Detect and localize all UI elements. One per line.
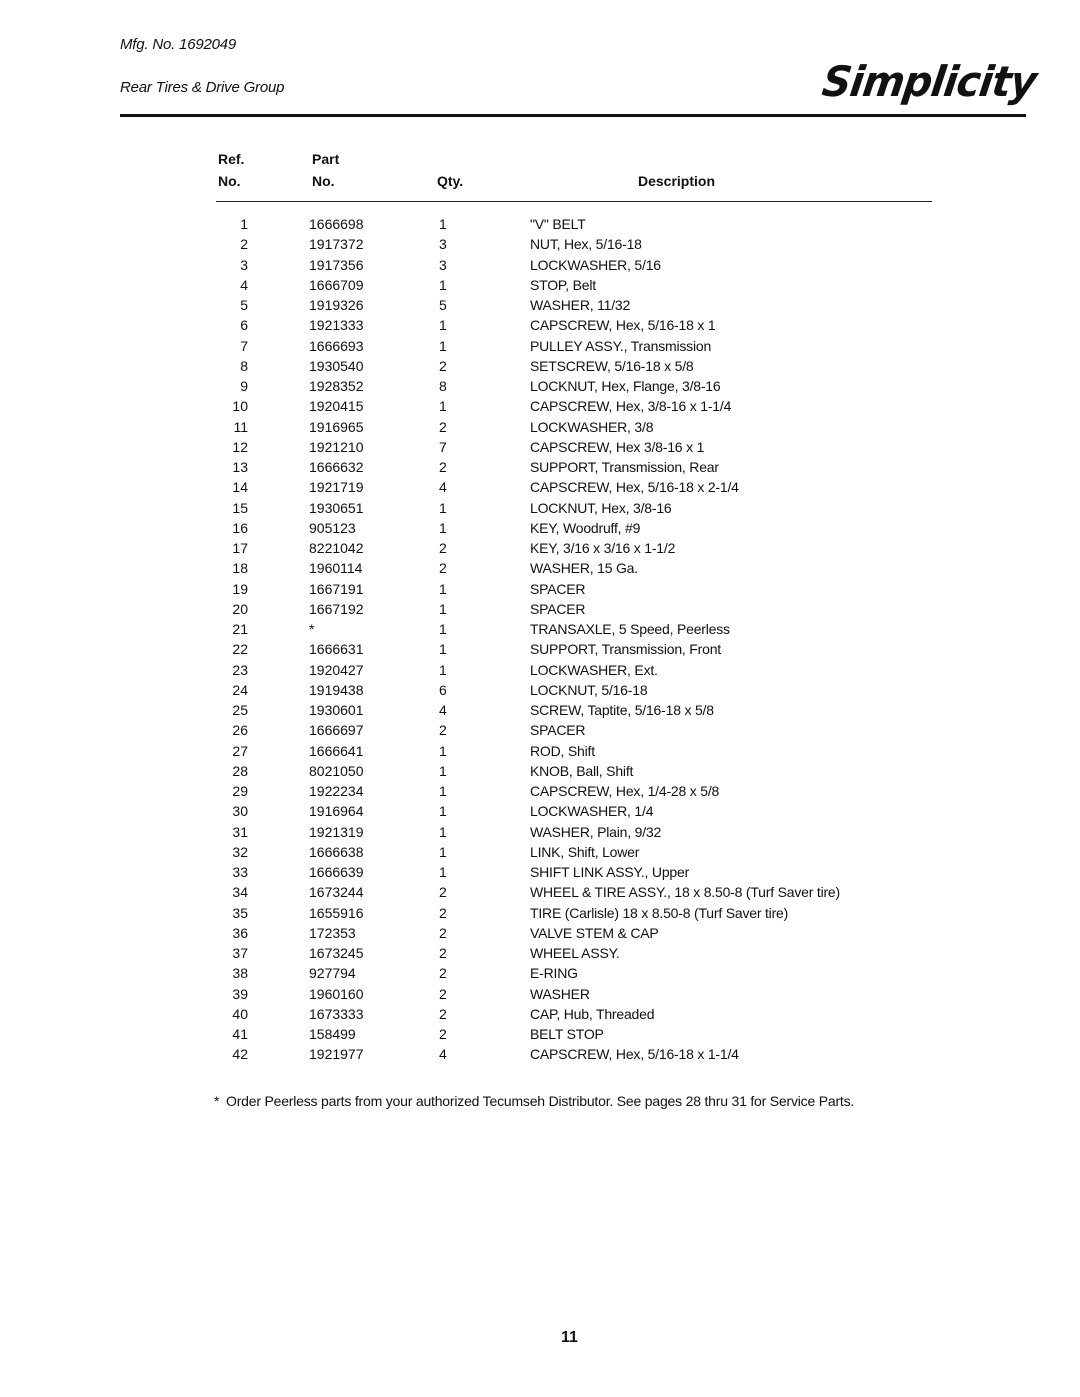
ref-cell: 5 [240, 297, 248, 313]
table-row [0, 417, 1080, 437]
ref-cell: 4 [240, 276, 248, 293]
table-row [0, 882, 1080, 902]
table-row [0, 315, 1080, 335]
part-number-cell: 1666638 [309, 843, 364, 860]
description-cell: LINK, Shift, Lower [530, 843, 640, 860]
ref-cell: 32 [232, 843, 248, 860]
qty-cell: 5 [439, 297, 447, 313]
description-cell: WHEEL ASSY. [530, 945, 620, 961]
part-number-cell: 1928352 [309, 378, 364, 394]
ref-cell: 11 [233, 418, 248, 435]
ref-cell: 34 [232, 884, 248, 901]
qty-cell: 2 [439, 884, 447, 901]
description-cell: SHIFT LINK ASSY., Upper [530, 864, 690, 880]
part-number-cell: 1930540 [309, 357, 364, 374]
qty-cell: 1 [439, 864, 447, 880]
ref-cell: 29 [232, 783, 248, 799]
part-number-cell: 1917356 [309, 256, 364, 273]
part-number-cell: 1921210 [309, 438, 364, 455]
table-row [0, 741, 1080, 761]
description-cell: STOP, Belt [530, 276, 596, 293]
qty-cell: 1 [439, 762, 447, 779]
part-number-cell: 1666709 [309, 276, 364, 293]
part-number-cell: 1916964 [309, 803, 364, 820]
ref-cell: 40 [232, 1005, 248, 1022]
part-number-cell: 927794 [309, 965, 356, 982]
part-number-cell: 158499 [309, 1026, 356, 1042]
ref-cell: 3 [240, 256, 248, 273]
part-number-cell: 1921333 [309, 317, 364, 334]
table-row [0, 1044, 1080, 1064]
mfg-number: Mfg. No. 1692049 [120, 36, 237, 53]
qty-cell: 1 [439, 742, 447, 759]
qty-cell: 1 [439, 337, 447, 354]
qty-cell: 2 [439, 357, 447, 374]
qty-cell: 1 [439, 398, 447, 415]
footnote-marker: * [214, 1093, 220, 1109]
part-number-cell: * [309, 621, 315, 637]
ref-cell: 23 [232, 661, 248, 678]
part-number-cell: 905123 [309, 519, 356, 536]
table-row [0, 680, 1080, 700]
table-row [0, 437, 1080, 457]
qty-cell: 4 [439, 702, 447, 718]
table-row [0, 801, 1080, 821]
table-row [0, 558, 1080, 578]
table-row [0, 477, 1080, 497]
table-row [0, 842, 1080, 862]
table-row [0, 781, 1080, 801]
table-row [0, 457, 1080, 477]
column-header-description: Description [638, 173, 716, 189]
ref-cell: 27 [232, 742, 248, 759]
part-number-cell: 1921719 [309, 479, 364, 496]
description-cell: KEY, Woodruff, #9 [530, 519, 641, 536]
part-number-cell: 1673333 [309, 1005, 364, 1022]
table-row [0, 579, 1080, 599]
part-number-cell: 1917372 [309, 236, 364, 253]
ref-cell: 24 [232, 681, 248, 698]
description-cell: CAPSCREW, Hex, 5/16-18 x 1-1/4 [530, 1046, 739, 1063]
qty-cell: 1 [439, 580, 447, 597]
qty-cell: 2 [439, 722, 447, 739]
ref-cell: 14 [232, 479, 248, 496]
ref-cell: 25 [232, 702, 248, 718]
ref-cell: 35 [232, 904, 248, 921]
ref-cell: 1 [240, 216, 248, 232]
part-number-cell: 1667192 [309, 600, 364, 617]
qty-cell: 1 [439, 317, 447, 334]
ref-cell: 33 [232, 864, 248, 880]
part-number-cell: 1666641 [309, 742, 364, 759]
table-row [0, 619, 1080, 639]
description-cell: CAPSCREW, Hex, 3/8-16 x 1-1/4 [530, 398, 732, 415]
table-row [0, 700, 1080, 720]
ref-cell: 9 [240, 378, 248, 394]
ref-cell: 38 [232, 965, 248, 982]
part-number-cell: 1960114 [309, 560, 363, 577]
part-number-cell: 1673245 [309, 945, 364, 961]
description-cell: LOCKWASHER, Ext. [530, 661, 658, 678]
table-row [0, 1004, 1080, 1024]
qty-cell: 6 [439, 681, 447, 698]
part-number-cell: 1919326 [309, 297, 364, 313]
ref-cell: 18 [232, 560, 248, 577]
ref-cell: 16 [232, 519, 248, 536]
description-cell: CAPSCREW, Hex, 5/16-18 x 1 [530, 317, 716, 334]
qty-cell: 1 [439, 519, 447, 536]
description-cell: WASHER [530, 985, 590, 1002]
table-row [0, 376, 1080, 396]
description-cell: VALVE STEM & CAP [530, 924, 659, 941]
table-row [0, 214, 1080, 234]
ref-cell: 15 [232, 499, 248, 516]
table-row [0, 862, 1080, 882]
ref-cell: 37 [232, 945, 248, 961]
part-number-cell: 1921319 [309, 823, 364, 840]
qty-cell: 2 [439, 924, 447, 941]
part-number-cell: 1920415 [309, 398, 364, 415]
part-number-cell: 1666639 [309, 864, 364, 880]
ref-cell: 28 [232, 762, 248, 779]
description-cell: NUT, Hex, 5/16-18 [530, 236, 642, 253]
qty-cell: 2 [439, 965, 447, 982]
table-row [0, 660, 1080, 680]
ref-cell: 22 [232, 641, 248, 658]
description-cell: LOCKNUT, 5/16-18 [530, 681, 648, 698]
qty-cell: 7 [439, 438, 447, 455]
part-number-cell: 8021050 [309, 762, 364, 779]
column-header-part [312, 148, 339, 192]
description-cell: CAPSCREW, Hex, 1/4-28 x 5/8 [530, 783, 720, 799]
description-cell: CAP, Hub, Threaded [530, 1005, 655, 1022]
ref-cell: 7 [240, 337, 248, 354]
column-header-part-line2: No. [312, 173, 335, 189]
description-cell: WASHER, 11/32 [530, 297, 631, 313]
part-number-cell: 172353 [309, 924, 356, 941]
part-number-cell: 1916965 [309, 418, 364, 435]
qty-cell: 1 [439, 783, 447, 799]
qty-cell: 2 [439, 1005, 447, 1022]
column-header-ref [218, 148, 244, 192]
description-cell: KNOB, Ball, Shift [530, 762, 634, 779]
ref-cell: 8 [240, 357, 248, 374]
part-number-cell: 1655916 [309, 904, 364, 921]
section-title: Rear Tires & Drive Group [120, 79, 285, 96]
table-row [0, 396, 1080, 416]
ref-cell: 36 [232, 924, 248, 941]
table-row [0, 336, 1080, 356]
table-row [0, 356, 1080, 376]
description-cell: ROD, Shift [530, 742, 595, 759]
table-header-divider [216, 201, 932, 202]
ref-cell: 26 [232, 722, 248, 739]
description-cell: CAPSCREW, Hex, 5/16-18 x 2-1/4 [530, 479, 739, 496]
table-row [0, 822, 1080, 842]
table-row [0, 498, 1080, 518]
part-number-cell: 1666632 [309, 459, 364, 475]
page-number: 11 [561, 1329, 578, 1346]
description-cell: SPACER [530, 600, 586, 617]
description-cell: BELT STOP [530, 1026, 604, 1042]
ref-cell: 12 [232, 438, 248, 455]
qty-cell: 1 [439, 803, 447, 820]
description-cell: TRANSAXLE, 5 Speed, Peerless [530, 621, 730, 637]
part-number-cell: 1666697 [309, 722, 364, 739]
ref-cell: 17 [232, 540, 248, 556]
description-cell: WHEEL & TIRE ASSY., 18 x 8.50-8 (Turf Saver tire) [530, 884, 840, 901]
qty-cell: 8 [439, 378, 447, 394]
table-row [0, 255, 1080, 275]
description-cell: SCREW, Taptite, 5/16-18 x 5/8 [530, 702, 714, 718]
qty-cell: 1 [439, 216, 447, 232]
qty-cell: 2 [439, 418, 447, 435]
qty-cell: 1 [439, 276, 447, 293]
qty-cell: 1 [439, 823, 447, 840]
description-cell: "V" BELT [530, 216, 586, 232]
description-cell: SPACER [530, 722, 586, 739]
table-row [0, 923, 1080, 943]
ref-cell: 41 [232, 1026, 248, 1042]
ref-cell: 2 [240, 236, 248, 253]
table-row [0, 234, 1080, 254]
table-row [0, 639, 1080, 659]
table-row [0, 963, 1080, 983]
qty-cell: 2 [439, 985, 447, 1002]
table-row [0, 761, 1080, 781]
description-cell: SUPPORT, Transmission, Front [530, 641, 721, 658]
description-cell: WASHER, Plain, 9/32 [530, 823, 662, 840]
qty-cell: 3 [439, 256, 447, 273]
ref-cell: 30 [232, 803, 248, 820]
column-header-part-line1: Part [312, 151, 340, 167]
part-number-cell: 1666631 [309, 641, 364, 658]
table-row [0, 275, 1080, 295]
footnote-text: Order Peerless parts from your authorized Tecumseh Distributor. See pages 28 thru 31 for Service Parts. [226, 1093, 855, 1109]
qty-cell: 2 [439, 560, 447, 577]
description-cell: SUPPORT, Transmission, Rear [530, 459, 719, 475]
description-cell: LOCKWASHER, 3/8 [530, 418, 654, 435]
qty-cell: 1 [439, 600, 447, 617]
qty-cell: 3 [439, 236, 447, 253]
description-cell: LOCKNUT, Hex, 3/8-16 [530, 499, 672, 516]
qty-cell: 2 [439, 904, 447, 921]
table-row [0, 538, 1080, 558]
qty-cell: 4 [439, 1046, 447, 1063]
description-cell: WASHER, 15 Ga. [530, 560, 638, 577]
part-number-cell: 1919438 [309, 681, 364, 698]
description-cell: E-RING [530, 965, 578, 982]
description-cell: TIRE (Carlisle) 18 x 8.50-8 (Turf Saver tire) [530, 904, 789, 921]
description-cell: LOCKWASHER, 5/16 [530, 256, 661, 273]
part-number-cell: 1921977 [309, 1046, 364, 1063]
table-row [0, 903, 1080, 923]
table-row [0, 720, 1080, 740]
ref-cell: 21 [232, 621, 248, 637]
part-number-cell: 1666693 [309, 337, 364, 354]
description-cell: KEY, 3/16 x 3/16 x 1-1/2 [530, 540, 676, 556]
column-header-qty: Qty. [437, 173, 464, 189]
part-number-cell: 1960160 [309, 985, 364, 1002]
header-divider [120, 114, 1026, 117]
column-header-ref-line2: No. [218, 173, 241, 189]
ref-cell: 39 [232, 985, 248, 1002]
part-number-cell: 1667191 [309, 580, 364, 597]
ref-cell: 31 [232, 823, 248, 840]
part-number-cell: 1920427 [309, 661, 364, 678]
description-cell: LOCKNUT, Hex, Flange, 3/8-16 [530, 378, 721, 394]
description-cell: PULLEY ASSY., Transmission [530, 337, 712, 354]
qty-cell: 1 [439, 843, 447, 860]
qty-cell: 1 [439, 621, 447, 637]
footnote [214, 1091, 894, 1111]
table-row [0, 599, 1080, 619]
qty-cell: 2 [439, 459, 447, 475]
ref-cell: 6 [240, 317, 248, 334]
description-cell: CAPSCREW, Hex 3/8-16 x 1 [530, 438, 705, 455]
table-row [0, 943, 1080, 963]
column-header-ref-line1: Ref. [218, 151, 245, 167]
table-row [0, 984, 1080, 1004]
part-number-cell: 1673244 [309, 884, 364, 901]
part-number-cell: 1930651 [309, 499, 364, 516]
table-row [0, 518, 1080, 538]
ref-cell: 20 [232, 600, 248, 617]
table-row [0, 295, 1080, 315]
qty-cell: 4 [439, 479, 447, 496]
ref-cell: 10 [232, 398, 248, 415]
description-cell: SPACER [530, 580, 586, 597]
ref-cell: 42 [232, 1046, 248, 1063]
part-number-cell: 8221042 [309, 540, 364, 556]
part-number-cell: 1666698 [309, 216, 364, 232]
qty-cell: 2 [439, 1026, 447, 1042]
qty-cell: 1 [439, 641, 447, 658]
qty-cell: 1 [439, 661, 447, 678]
part-number-cell: 1922234 [309, 783, 364, 799]
table-body [0, 214, 1080, 1065]
qty-cell: 1 [439, 499, 447, 516]
qty-cell: 2 [439, 540, 447, 556]
brand-logo: Simplicity [819, 58, 1039, 107]
part-number-cell: 1930601 [309, 702, 364, 718]
ref-cell: 13 [232, 459, 248, 475]
qty-cell: 2 [439, 945, 447, 961]
description-cell: SETSCREW, 5/16-18 x 5/8 [530, 357, 694, 374]
ref-cell: 19 [232, 580, 248, 597]
table-row [0, 1024, 1080, 1044]
description-cell: LOCKWASHER, 1/4 [530, 803, 654, 820]
